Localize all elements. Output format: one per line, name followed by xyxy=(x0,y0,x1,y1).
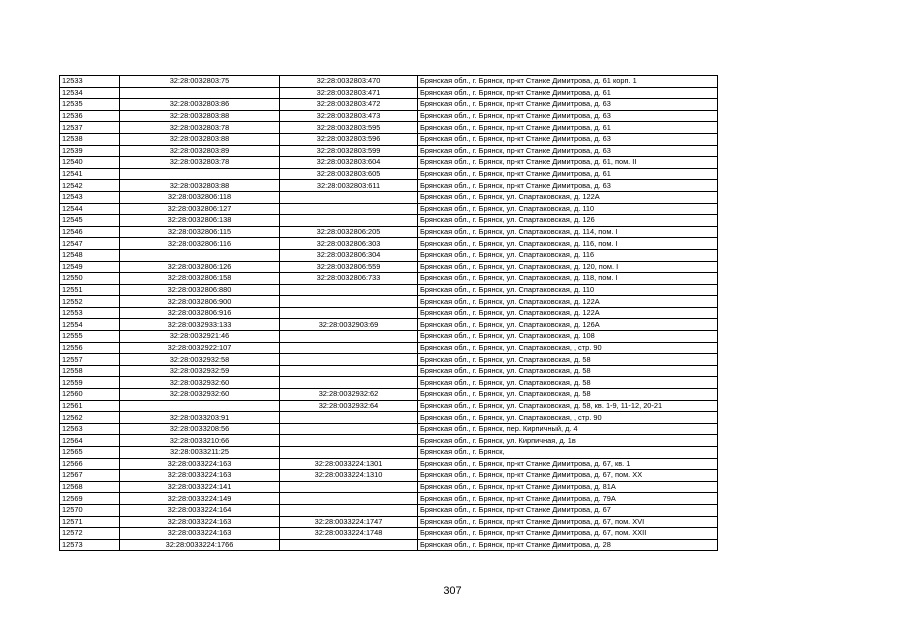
table-row xyxy=(60,87,718,99)
table-row xyxy=(60,168,718,180)
object-cadastral-number-cell xyxy=(280,342,418,354)
land-cadastral-number-cell: 32:28:0033210:66 xyxy=(120,435,280,447)
object-cadastral-number-cell: 32:28:0032932:64 xyxy=(280,400,418,412)
land-cadastral-number-cell: 32:28:0033224:164 xyxy=(120,504,280,516)
land-cadastral-number-cell: 32:28:0032806:138 xyxy=(120,215,280,227)
land-cadastral-number-cell: 32:28:0033208:56 xyxy=(120,423,280,435)
land-cadastral-number-cell xyxy=(120,249,280,261)
object-cadastral-number-cell xyxy=(280,504,418,516)
row-number-cell: 12547 xyxy=(60,238,120,250)
address-cell: Брянская обл., г. Брянск, ул. Спартаковская, д. 58 xyxy=(418,377,718,389)
table-row xyxy=(60,284,718,296)
address-cell: Брянская обл., г. Брянск, пр-кт Станке Димитрова, д. 61, пом. II xyxy=(418,157,718,169)
table-row xyxy=(60,481,718,493)
row-number-cell: 12551 xyxy=(60,284,120,296)
land-cadastral-number-cell: 32:28:0032933:133 xyxy=(120,319,280,331)
table-row xyxy=(60,342,718,354)
object-cadastral-number-cell xyxy=(280,354,418,366)
object-cadastral-number-cell xyxy=(280,539,418,551)
table-row xyxy=(60,76,718,88)
land-cadastral-number-cell: 32:28:0032803:78 xyxy=(120,157,280,169)
row-number-cell: 12543 xyxy=(60,191,120,203)
object-cadastral-number-cell: 32:28:0032803:596 xyxy=(280,133,418,145)
address-cell: Брянская обл., г. Брянск, ул. Спартаковская, д. 58 xyxy=(418,389,718,401)
table-row xyxy=(60,365,718,377)
row-number-cell: 12545 xyxy=(60,215,120,227)
address-cell: Брянская обл., г. Брянск, ул. Спартаковская, д. 126 xyxy=(418,215,718,227)
land-cadastral-number-cell: 32:28:0032932:59 xyxy=(120,365,280,377)
table-row xyxy=(60,435,718,447)
row-number-cell: 12541 xyxy=(60,168,120,180)
land-cadastral-number-cell: 32:28:0033203:91 xyxy=(120,412,280,424)
row-number-cell: 12573 xyxy=(60,539,120,551)
table-row xyxy=(60,99,718,111)
table-row xyxy=(60,470,718,482)
land-cadastral-number-cell: 32:28:0032806:880 xyxy=(120,284,280,296)
registry-table-body xyxy=(60,76,718,551)
table-row xyxy=(60,261,718,273)
address-cell: Брянская обл., г. Брянск, пр-кт Станке Димитрова, д. 61 xyxy=(418,87,718,99)
table-row xyxy=(60,400,718,412)
land-cadastral-number-cell xyxy=(120,400,280,412)
address-cell: Брянская обл., г. Брянск, ул. Спартаковская, д. 126А xyxy=(418,319,718,331)
object-cadastral-number-cell: 32:28:0032803:471 xyxy=(280,87,418,99)
address-cell: Брянская обл., г. Брянск, ул. Спартаковская, д. 58, кв. 1-9, 11-12, 20-21 xyxy=(418,400,718,412)
row-number-cell: 12556 xyxy=(60,342,120,354)
address-cell: Брянская обл., г. Брянск, ул. Спартаковская, д. 122А xyxy=(418,307,718,319)
row-number-cell: 12542 xyxy=(60,180,120,192)
object-cadastral-number-cell xyxy=(280,215,418,227)
table-row xyxy=(60,412,718,424)
address-cell: Брянская обл., г. Брянск, пр-кт Станке Димитрова, д. 63 xyxy=(418,180,718,192)
land-cadastral-number-cell: 32:28:0032806:118 xyxy=(120,191,280,203)
object-cadastral-number-cell: 32:28:0032803:611 xyxy=(280,180,418,192)
row-number-cell: 12536 xyxy=(60,110,120,122)
land-cadastral-number-cell: 32:28:0032803:88 xyxy=(120,133,280,145)
address-cell: Брянская обл., г. Брянск, пр-кт Станке Димитрова, д. 67, пом. XXII xyxy=(418,528,718,540)
object-cadastral-number-cell xyxy=(280,447,418,459)
row-number-cell: 12566 xyxy=(60,458,120,470)
address-cell: Брянская обл., г. Брянск, пр-кт Станке Димитрова, д. 61 xyxy=(418,122,718,134)
land-cadastral-number-cell: 32:28:0032806:916 xyxy=(120,307,280,319)
row-number-cell: 12555 xyxy=(60,331,120,343)
row-number-cell: 12572 xyxy=(60,528,120,540)
object-cadastral-number-cell: 32:28:0032806:205 xyxy=(280,226,418,238)
object-cadastral-number-cell: 32:28:0032806:559 xyxy=(280,261,418,273)
land-cadastral-number-cell: 32:28:0032806:116 xyxy=(120,238,280,250)
row-number-cell: 12569 xyxy=(60,493,120,505)
row-number-cell: 12565 xyxy=(60,447,120,459)
table-row xyxy=(60,296,718,308)
table-row xyxy=(60,389,718,401)
row-number-cell: 12564 xyxy=(60,435,120,447)
address-cell: Брянская обл., г. Брянск, пр-кт Станке Димитрова, д. 63 xyxy=(418,110,718,122)
object-cadastral-number-cell xyxy=(280,191,418,203)
row-number-cell: 12546 xyxy=(60,226,120,238)
land-cadastral-number-cell xyxy=(120,87,280,99)
page-number: 307 xyxy=(443,585,462,597)
table-row xyxy=(60,249,718,261)
address-cell: Брянская обл., г. Брянск, ул. Спартаковская, д. 110 xyxy=(418,284,718,296)
object-cadastral-number-cell: 32:28:0032803:595 xyxy=(280,122,418,134)
row-number-cell: 12537 xyxy=(60,122,120,134)
object-cadastral-number-cell: 32:28:0032806:304 xyxy=(280,249,418,261)
row-number-cell: 12562 xyxy=(60,412,120,424)
land-cadastral-number-cell: 32:28:0032803:75 xyxy=(120,76,280,88)
row-number-cell: 12557 xyxy=(60,354,120,366)
table-row xyxy=(60,307,718,319)
land-cadastral-number-cell: 32:28:0033224:163 xyxy=(120,458,280,470)
table-row xyxy=(60,273,718,285)
row-number-cell: 12570 xyxy=(60,504,120,516)
table-row xyxy=(60,238,718,250)
row-number-cell: 12552 xyxy=(60,296,120,308)
row-number-cell: 12567 xyxy=(60,470,120,482)
land-cadastral-number-cell: 32:28:0033211:25 xyxy=(120,447,280,459)
row-number-cell: 12561 xyxy=(60,400,120,412)
address-cell: Брянская обл., г. Брянск, пр-кт Станке Димитрова, д. 67, пом. XX xyxy=(418,470,718,482)
address-cell: Брянская обл., г. Брянск, xyxy=(418,447,718,459)
table-row xyxy=(60,226,718,238)
row-number-cell: 12533 xyxy=(60,76,120,88)
object-cadastral-number-cell: 32:28:0033224:1748 xyxy=(280,528,418,540)
table-row xyxy=(60,447,718,459)
land-cadastral-number-cell: 32:28:0033224:163 xyxy=(120,470,280,482)
table-row xyxy=(60,354,718,366)
land-cadastral-number-cell: 32:28:0033224:1766 xyxy=(120,539,280,551)
land-cadastral-number-cell: 32:28:0032806:158 xyxy=(120,273,280,285)
object-cadastral-number-cell: 32:28:0032803:605 xyxy=(280,168,418,180)
table-row xyxy=(60,319,718,331)
address-cell: Брянская обл., г. Брянск, пр-кт Станке Димитрова, д. 61 корп. 1 xyxy=(418,76,718,88)
table-row xyxy=(60,528,718,540)
land-cadastral-number-cell: 32:28:0032806:115 xyxy=(120,226,280,238)
land-cadastral-number-cell: 32:28:0033224:163 xyxy=(120,528,280,540)
land-cadastral-number-cell: 32:28:0032803:78 xyxy=(120,122,280,134)
object-cadastral-number-cell: 32:28:0032903:69 xyxy=(280,319,418,331)
table-row xyxy=(60,458,718,470)
address-cell: Брянская обл., г. Брянск, ул. Спартаковская, д. 108 xyxy=(418,331,718,343)
object-cadastral-number-cell: 32:28:0032803:604 xyxy=(280,157,418,169)
land-cadastral-number-cell: 32:28:0033224:163 xyxy=(120,516,280,528)
object-cadastral-number-cell xyxy=(280,435,418,447)
table-row xyxy=(60,331,718,343)
table-row xyxy=(60,377,718,389)
object-cadastral-number-cell: 32:28:0032803:599 xyxy=(280,145,418,157)
table-row xyxy=(60,157,718,169)
object-cadastral-number-cell: 32:28:0033224:1747 xyxy=(280,516,418,528)
table-row xyxy=(60,110,718,122)
object-cadastral-number-cell xyxy=(280,493,418,505)
object-cadastral-number-cell: 32:28:0032932:62 xyxy=(280,389,418,401)
table-row xyxy=(60,493,718,505)
address-cell: Брянская обл., г. Брянск, пр-кт Станке Димитрова, д. 81А xyxy=(418,481,718,493)
object-cadastral-number-cell xyxy=(280,331,418,343)
land-cadastral-number-cell: 32:28:0033224:141 xyxy=(120,481,280,493)
land-cadastral-number-cell: 32:28:0032806:126 xyxy=(120,261,280,273)
row-number-cell: 12550 xyxy=(60,273,120,285)
object-cadastral-number-cell xyxy=(280,365,418,377)
address-cell: Брянская обл., г. Брянск, ул. Спартаковская, д. 58 xyxy=(418,354,718,366)
land-cadastral-number-cell: 32:28:0032803:89 xyxy=(120,145,280,157)
address-cell: Брянская обл., г. Брянск, пр-кт Станке Димитрова, д. 79А xyxy=(418,493,718,505)
land-cadastral-number-cell xyxy=(120,168,280,180)
table-row xyxy=(60,215,718,227)
land-cadastral-number-cell: 32:28:0032922:107 xyxy=(120,342,280,354)
address-cell: Брянская обл., г. Брянск, ул. Спартаковская, д. 122А xyxy=(418,296,718,308)
address-cell: Брянская обл., г. Брянск, пр-кт Станке Димитрова, д. 63 xyxy=(418,133,718,145)
land-cadastral-number-cell: 32:28:0032806:900 xyxy=(120,296,280,308)
row-number-cell: 12563 xyxy=(60,423,120,435)
address-cell: Брянская обл., г. Брянск, ул. Спартаковская, д. 116 xyxy=(418,249,718,261)
address-cell: Брянская обл., г. Брянск, ул. Спартаковская, д. 122А xyxy=(418,191,718,203)
row-number-cell: 12544 xyxy=(60,203,120,215)
row-number-cell: 12571 xyxy=(60,516,120,528)
address-cell: Брянская обл., г. Брянск, пер. Кирпичный, д. 4 xyxy=(418,423,718,435)
land-cadastral-number-cell: 32:28:0032932:60 xyxy=(120,377,280,389)
address-cell: Брянская обл., г. Брянск, ул. Спартаковская, , стр. 90 xyxy=(418,342,718,354)
object-cadastral-number-cell: 32:28:0032806:303 xyxy=(280,238,418,250)
row-number-cell: 12553 xyxy=(60,307,120,319)
address-cell: Брянская обл., г. Брянск, пр-кт Станке Димитрова, д. 67, кв. 1 xyxy=(418,458,718,470)
land-cadastral-number-cell: 32:28:0032806:127 xyxy=(120,203,280,215)
object-cadastral-number-cell xyxy=(280,377,418,389)
land-cadastral-number-cell: 32:28:0032803:88 xyxy=(120,110,280,122)
table-row xyxy=(60,191,718,203)
row-number-cell: 12549 xyxy=(60,261,120,273)
row-number-cell: 12558 xyxy=(60,365,120,377)
object-cadastral-number-cell xyxy=(280,423,418,435)
object-cadastral-number-cell xyxy=(280,203,418,215)
address-cell: Брянская обл., г. Брянск, пр-кт Станке Димитрова, д. 67 xyxy=(418,504,718,516)
address-cell: Брянская обл., г. Брянск, ул. Спартаковская, д. 116, пом. I xyxy=(418,238,718,250)
object-cadastral-number-cell: 32:28:0033224:1310 xyxy=(280,470,418,482)
table-row xyxy=(60,133,718,145)
land-cadastral-number-cell: 32:28:0032932:60 xyxy=(120,389,280,401)
row-number-cell: 12559 xyxy=(60,377,120,389)
address-cell: Брянская обл., г. Брянск, ул. Спартаковская, , стр. 90 xyxy=(418,412,718,424)
row-number-cell: 12548 xyxy=(60,249,120,261)
property-registry-table xyxy=(59,75,718,551)
address-cell: Брянская обл., г. Брянск, пр-кт Станке Димитрова, д. 63 xyxy=(418,145,718,157)
address-cell: Брянская обл., г. Брянск, ул. Спартаковская, д. 110 xyxy=(418,203,718,215)
table-row xyxy=(60,203,718,215)
object-cadastral-number-cell xyxy=(280,481,418,493)
table-row xyxy=(60,539,718,551)
row-number-cell: 12534 xyxy=(60,87,120,99)
address-cell: Брянская обл., г. Брянск, ул. Кирпичная, д. 1в xyxy=(418,435,718,447)
object-cadastral-number-cell xyxy=(280,296,418,308)
address-cell: Брянская обл., г. Брянск, пр-кт Станке Димитрова, д. 28 xyxy=(418,539,718,551)
land-cadastral-number-cell: 32:28:0033224:149 xyxy=(120,493,280,505)
object-cadastral-number-cell: 32:28:0032803:473 xyxy=(280,110,418,122)
object-cadastral-number-cell xyxy=(280,284,418,296)
table-row xyxy=(60,180,718,192)
row-number-cell: 12568 xyxy=(60,481,120,493)
address-cell: Брянская обл., г. Брянск, ул. Спартаковская, д. 120, пом. I xyxy=(418,261,718,273)
object-cadastral-number-cell: 32:28:0032803:470 xyxy=(280,76,418,88)
object-cadastral-number-cell: 32:28:0032803:472 xyxy=(280,99,418,111)
address-cell: Брянская обл., г. Брянск, пр-кт Станке Димитрова, д. 63 xyxy=(418,99,718,111)
land-cadastral-number-cell: 32:28:0032921:46 xyxy=(120,331,280,343)
row-number-cell: 12538 xyxy=(60,133,120,145)
land-cadastral-number-cell: 32:28:0032803:88 xyxy=(120,180,280,192)
address-cell: Брянская обл., г. Брянск, ул. Спартаковская, д. 118, пом. I xyxy=(418,273,718,285)
row-number-cell: 12539 xyxy=(60,145,120,157)
table-row xyxy=(60,516,718,528)
land-cadastral-number-cell: 32:28:0032803:86 xyxy=(120,99,280,111)
row-number-cell: 12540 xyxy=(60,157,120,169)
row-number-cell: 12554 xyxy=(60,319,120,331)
row-number-cell: 12535 xyxy=(60,99,120,111)
object-cadastral-number-cell xyxy=(280,307,418,319)
table-row xyxy=(60,122,718,134)
land-cadastral-number-cell: 32:28:0032932:58 xyxy=(120,354,280,366)
address-cell: Брянская обл., г. Брянск, пр-кт Станке Димитрова, д. 61 xyxy=(418,168,718,180)
object-cadastral-number-cell: 32:28:0033224:1301 xyxy=(280,458,418,470)
object-cadastral-number-cell: 32:28:0032806:733 xyxy=(280,273,418,285)
table-row xyxy=(60,423,718,435)
address-cell: Брянская обл., г. Брянск, пр-кт Станке Димитрова, д. 67, пом. XVI xyxy=(418,516,718,528)
address-cell: Брянская обл., г. Брянск, ул. Спартаковская, д. 58 xyxy=(418,365,718,377)
row-number-cell: 12560 xyxy=(60,389,120,401)
table-row xyxy=(60,145,718,157)
object-cadastral-number-cell xyxy=(280,412,418,424)
table-row xyxy=(60,504,718,516)
address-cell: Брянская обл., г. Брянск, ул. Спартаковская, д. 114, пом. I xyxy=(418,226,718,238)
